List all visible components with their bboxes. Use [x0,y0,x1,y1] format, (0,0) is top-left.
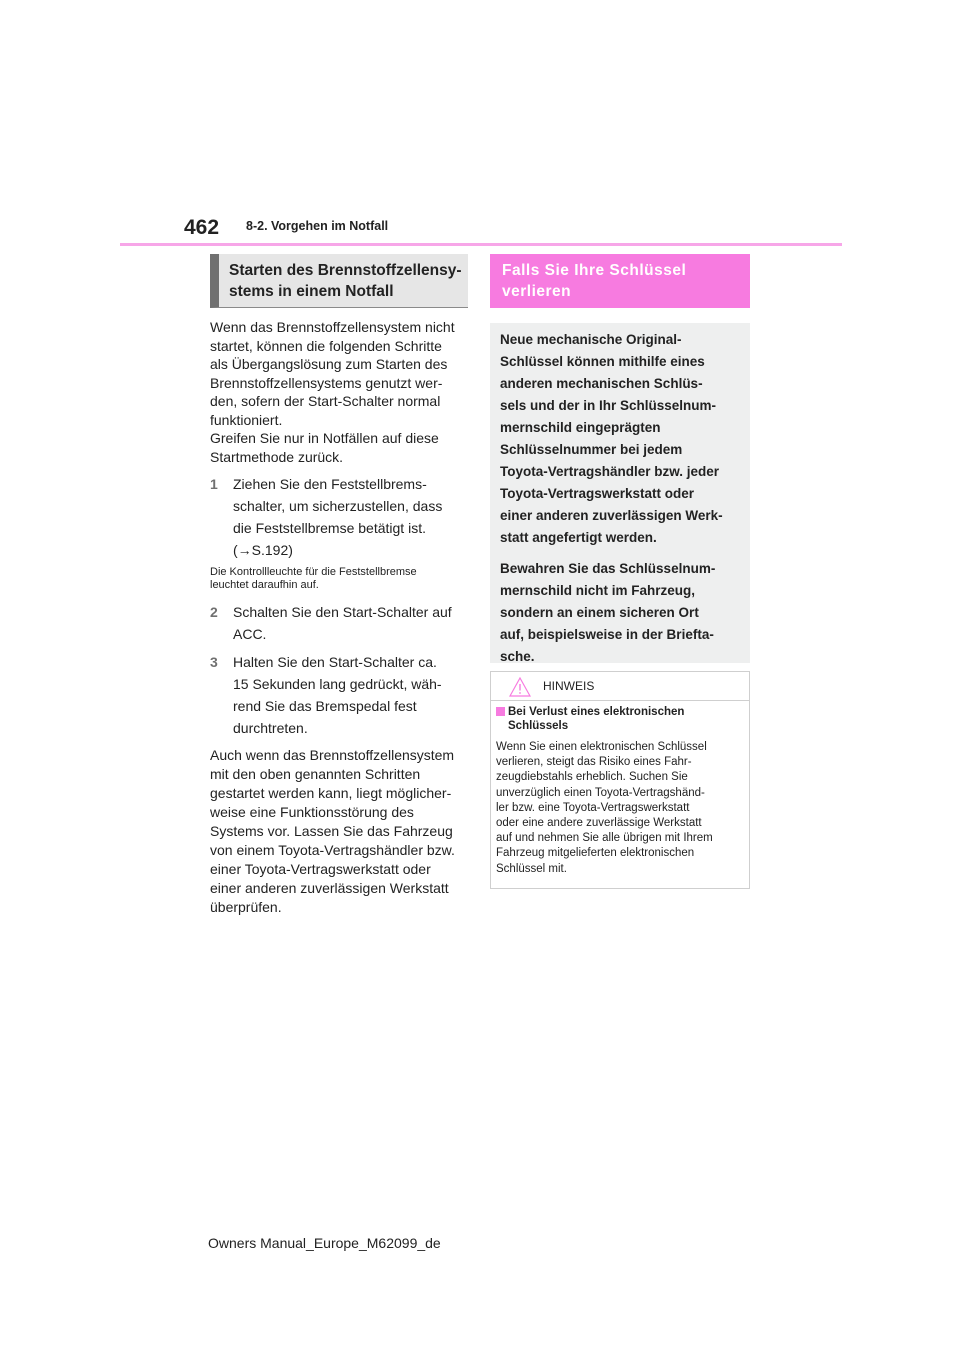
heading-line: stems in einem Notfall [229,283,394,300]
text-line: Fahrzeug mitgelieferten elektronischen [496,847,695,860]
notice-title [496,705,746,733]
text-line: verlieren, steigt das Risiko eines Fahr- [496,756,692,769]
text-line: mernschild nicht im Fahrzeug, [500,583,696,598]
notice-label: HINWEIS [543,679,595,693]
text-line: funktioniert. [210,411,283,428]
final-paragraph [210,746,472,917]
step-1 [210,473,472,561]
text-line: den, sofern der Start-Schalter normal [210,393,441,409]
text-line: startet, können die folgenden Schritte [210,337,442,354]
text-line: anderen mechanischen Schlüs- [500,376,703,391]
footer-text: Owners Manual_Europe_M62099_de [208,1235,441,1251]
header-divider [120,243,842,246]
heading-line: Starten des Brennstoffzellensy- [229,262,462,279]
text-line: die Feststellbremse betätigt ist. [233,520,426,536]
text-line: sels und der in Ihr Schlüsselnum- [500,398,717,413]
lost-keys-info-box [490,323,750,663]
emergency-start-heading [210,254,468,308]
text-line: ler bzw. eine Toyota-Vertragswerkstatt [496,801,690,814]
text-line: Halten Sie den Start-Schalter ca. [233,654,437,670]
text-line: Bewahren Sie das Schlüsselnum- [500,561,716,576]
text-line: rend Sie das Bremspedal fest [233,698,417,714]
heading-line: Falls Sie Ihre Schlüssel [502,262,687,279]
text-line: Wenn das Brennstoffzellensystem nicht [210,319,455,335]
text-line: Schlüssel mit. [496,862,567,875]
text-line: zeugdiebstahls erheblich. Suchen Sie [496,771,688,784]
text-line: Greifen Sie nur in Notfällen auf diese [210,430,439,446]
text-line: auf und nehmen Sie alle übrigen mit Ihrem [496,832,713,845]
text-line: Toyota-Vertragswerkstatt oder [500,486,695,501]
section-title: 8-2. Vorgehen im Notfall [246,219,389,233]
step-number: 2 [210,604,218,620]
step-text [233,651,472,739]
text-line: Startmethode zurück. [210,448,344,465]
text-line: Neue mechanische Original- [500,332,682,347]
text-line: überprüfen. [210,899,282,915]
text-line: Schlüssel können mithilfe eines [500,354,705,369]
step-1-note [210,566,472,592]
text-line: oder eine andere zuverlässige Werkstatt [496,817,702,830]
text-line: unverzüglich einen Toyota-Vertragshänd- [496,786,705,799]
text-line: Auch wenn das Brennstoffzellensystem [210,747,455,763]
bullet-square-icon [496,707,505,716]
text-line: schalter, um sicherzustellen, dass [233,498,443,514]
text-line: Toyota-Vertragshändler bzw. jeder [500,464,720,479]
text-line: durchtreten. [233,720,308,736]
step-2 [210,601,472,645]
paragraph-gap [500,549,742,558]
text-line: sondern an einem sicheren Ort [500,605,699,620]
text-line: 15 Sekunden lang gedrückt, wäh- [233,676,442,692]
text-line: Schalten Sie den Start-Schalter auf [233,604,452,620]
step-number: 3 [210,654,218,670]
step-text [233,601,472,645]
step-text [233,473,472,561]
text-line: auf, beispielsweise in der Briefta- [500,627,714,642]
text-line: Bei Verlust eines elektronischen [508,706,685,718]
text-line: von einem Toyota-Vertragshändler bzw. [210,842,455,858]
notice-title-text [508,705,746,733]
notice-box [490,671,750,889]
notice-header [491,672,749,701]
text-line: mit den oben genannten Schritten [210,766,421,782]
lost-keys-heading [490,254,750,308]
text-line: Wenn Sie einen elektronischen Schlüssel [496,741,707,753]
text-line: gestartet werden kann, liegt möglicher- [210,785,452,801]
page-reference-link[interactable]: (→S.192) [233,542,293,558]
text-line: Schlüsselnummer bei jedem [500,442,683,457]
heading-line: verlieren [502,283,572,300]
text-line: einer Toyota-Vertragswerkstatt oder [210,861,431,877]
text-line: Systems vor. Lassen Sie das Fahrzeug [210,823,453,839]
text-line: ACC. [233,626,267,642]
warning-triangle-icon [509,677,531,697]
text-line: Ziehen Sie den Feststellbrems- [233,476,427,492]
text-line: statt angefertigt werden. [500,530,657,545]
text-line: Brennstoffzellensystems genutzt wer- [210,374,443,391]
text-line: einer anderen zuverlässigen Werkstatt [210,880,449,896]
text-line: einer anderen zuverlässigen Werk- [500,508,723,523]
text-line: leuchtet daraufhin auf. [210,579,319,591]
step-number: 1 [210,476,218,492]
intro-paragraph [210,318,472,466]
step-3 [210,651,472,739]
text-line: sche. [500,649,535,664]
text-line: mernschild eingeprägten [500,420,661,435]
text-line: weise eine Funktionsstörung des [210,804,414,820]
page-number: 462 [184,216,220,239]
notice-body [496,740,746,877]
text-line: Die Kontrollleuchte für die Feststellbremse [210,566,417,578]
text-line: Schlüssels [508,720,569,732]
text-line: als Übergangslösung zum Starten des [210,356,448,372]
